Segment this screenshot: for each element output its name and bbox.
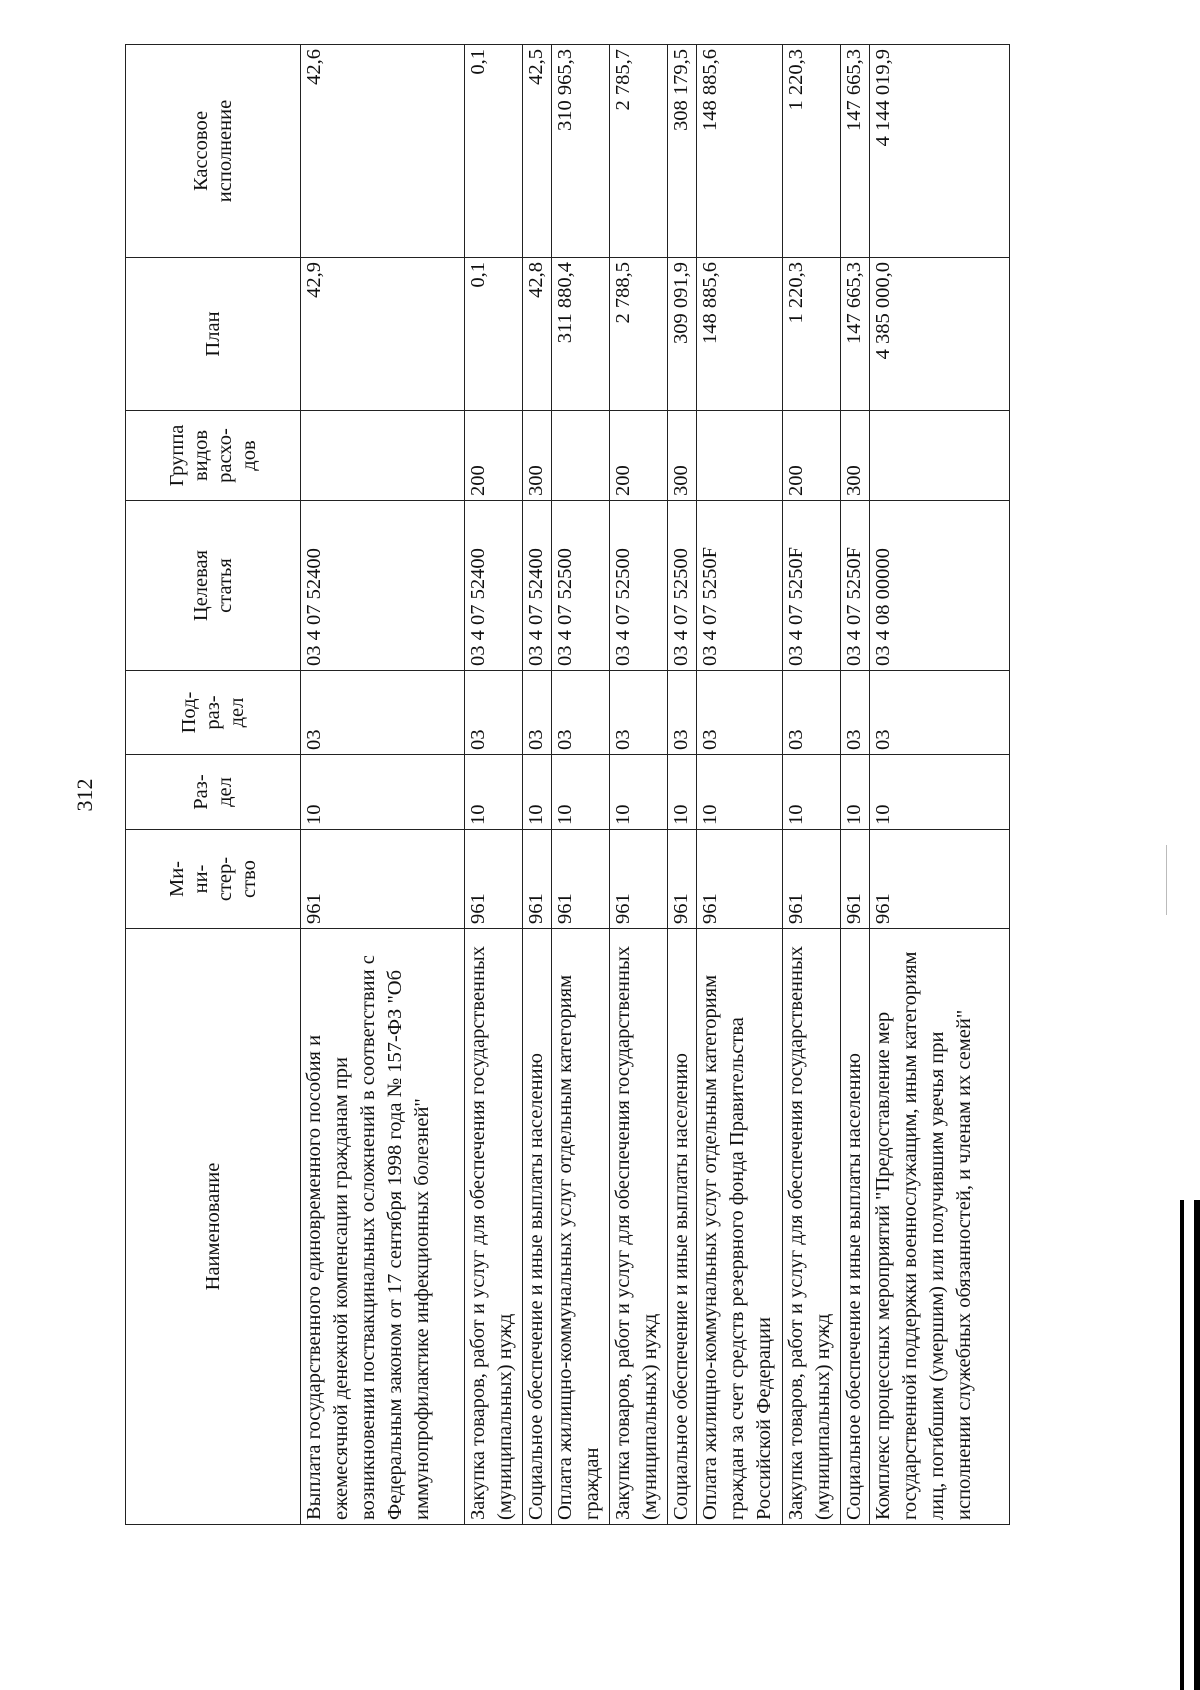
- row-target-article: 03 4 08 00000: [870, 501, 1010, 671]
- row-subsection: 03: [697, 671, 783, 755]
- row-expense-group: [870, 411, 1010, 501]
- row-plan: 4 385 000,0: [870, 258, 1010, 411]
- row-target-article: 03 4 07 5250F: [841, 501, 870, 671]
- table-row: [697, 45, 783, 1525]
- row-subsection: 03: [523, 671, 552, 755]
- table-row: [783, 45, 841, 1525]
- row-expense-group: 200: [783, 411, 841, 501]
- row-ministry: 961: [870, 830, 1010, 929]
- row-target-article: 03 4 07 52500: [610, 501, 668, 671]
- row-plan: 2 788,5: [610, 258, 668, 411]
- row-name: Комплекс процессных мероприятий "Предоставление мер государственной поддержки военнослужащим, иным категориям лиц, погибшим (умершим) или получившим увечья при исполнении служебных обязанностей, и членам их семей": [870, 929, 1010, 1525]
- row-target-article: 03 4 07 52400: [465, 501, 523, 671]
- row-name: Социальное обеспечение и иные выплаты населению: [668, 929, 697, 1525]
- header-target-article: Целевая статья: [126, 501, 301, 671]
- row-cash-execution: 0,1: [465, 45, 523, 258]
- row-expense-group: 200: [465, 411, 523, 501]
- row-plan: 42,8: [523, 258, 552, 411]
- row-ministry: 961: [301, 830, 465, 929]
- row-target-article: 03 4 07 52400: [523, 501, 552, 671]
- row-cash-execution: 308 179,5: [668, 45, 697, 258]
- page-number: 312: [72, 778, 97, 812]
- header-subsection: Под- раз- дел: [126, 671, 301, 755]
- table-row: [523, 45, 552, 1525]
- row-name: Социальное обеспечение и иные выплаты населению: [523, 929, 552, 1525]
- row-expense-group: 300: [523, 411, 552, 501]
- row-name: Выплата государственного единовременного пособия и ежемесячной денежной компенсации гражданам при возникновении поствакцинальных осложнений в соответствии с Федеральным законом от 17 сентября 1998 года № 157-ФЗ "Об иммунопрофилактике инфекционных болезней": [301, 929, 465, 1525]
- row-cash-execution: 4 144 019,9: [870, 45, 1010, 258]
- header-ministry: Ми- ни- стер- ство: [126, 830, 301, 929]
- row-section: 10: [668, 755, 697, 830]
- row-target-article: 03 4 07 52500: [668, 501, 697, 671]
- row-section: 10: [841, 755, 870, 830]
- table-row: [610, 45, 668, 1525]
- row-name: Закупка товаров, работ и услуг для обеспечения государственных (муниципальных) нужд: [465, 929, 523, 1525]
- row-cash-execution: 1 220,3: [783, 45, 841, 258]
- header-cash-execution: Кассовое исполнение: [126, 45, 301, 258]
- row-expense-group: [552, 411, 610, 501]
- row-ministry: 961: [697, 830, 783, 929]
- scan-edge-bar: [1194, 1200, 1200, 1690]
- row-plan: 311 880,4: [552, 258, 610, 411]
- row-cash-execution: 310 965,3: [552, 45, 610, 258]
- row-target-article: 03 4 07 52400: [301, 501, 465, 671]
- row-ministry: 961: [465, 830, 523, 929]
- row-section: 10: [697, 755, 783, 830]
- header-name: Наименование: [126, 929, 301, 1525]
- row-section: 10: [523, 755, 552, 830]
- row-section: 10: [552, 755, 610, 830]
- row-subsection: 03: [870, 671, 1010, 755]
- table-row: [841, 45, 870, 1525]
- scan-edge-bar: [1180, 1200, 1184, 1690]
- rotated-page-content: [70, 45, 1170, 1525]
- row-target-article: 03 4 07 52500: [552, 501, 610, 671]
- row-subsection: 03: [841, 671, 870, 755]
- header-plan: План: [126, 258, 301, 411]
- row-name: Оплата жилищно-коммунальных услуг отдельным категориям граждан: [552, 929, 610, 1525]
- row-subsection: 03: [783, 671, 841, 755]
- row-expense-group: [301, 411, 465, 501]
- row-expense-group: [697, 411, 783, 501]
- row-subsection: 03: [610, 671, 668, 755]
- row-cash-execution: 148 885,6: [697, 45, 783, 258]
- table-row: [552, 45, 610, 1525]
- row-ministry: 961: [610, 830, 668, 929]
- row-plan: 42,9: [301, 258, 465, 411]
- row-expense-group: 200: [610, 411, 668, 501]
- scan-edge-mark: [1166, 845, 1167, 915]
- table-row: [301, 45, 465, 1525]
- row-plan: 147 665,3: [841, 258, 870, 411]
- header-section: Раз- дел: [126, 755, 301, 830]
- row-subsection: 03: [465, 671, 523, 755]
- table-header-row: [126, 45, 301, 1525]
- row-name: Социальное обеспечение и иные выплаты населению: [841, 929, 870, 1525]
- row-target-article: 03 4 07 5250F: [697, 501, 783, 671]
- header-expense-group: Группа видов расхо- дов: [126, 411, 301, 501]
- row-cash-execution: 2 785,7: [610, 45, 668, 258]
- row-ministry: 961: [523, 830, 552, 929]
- row-section: 10: [465, 755, 523, 830]
- row-section: 10: [783, 755, 841, 830]
- row-section: 10: [610, 755, 668, 830]
- row-cash-execution: 147 665,3: [841, 45, 870, 258]
- table-row: [465, 45, 523, 1525]
- row-subsection: 03: [552, 671, 610, 755]
- row-plan: 0,1: [465, 258, 523, 411]
- row-plan: 1 220,3: [783, 258, 841, 411]
- row-subsection: 03: [301, 671, 465, 755]
- table-row: [870, 45, 1010, 1525]
- row-expense-group: 300: [841, 411, 870, 501]
- row-ministry: 961: [841, 830, 870, 929]
- row-expense-group: 300: [668, 411, 697, 501]
- row-ministry: 961: [783, 830, 841, 929]
- row-plan: 309 091,9: [668, 258, 697, 411]
- row-name: Оплата жилищно-коммунальных услуг отдельным категориям граждан за счет средств резервного фонда Правительства Российской Федерации: [697, 929, 783, 1525]
- row-section: 10: [301, 755, 465, 830]
- row-name: Закупка товаров, работ и услуг для обеспечения государственных (муниципальных) нужд: [610, 929, 668, 1525]
- row-ministry: 961: [552, 830, 610, 929]
- row-ministry: 961: [668, 830, 697, 929]
- row-name: Закупка товаров, работ и услуг для обеспечения государственных (муниципальных) нужд: [783, 929, 841, 1525]
- row-subsection: 03: [668, 671, 697, 755]
- row-cash-execution: 42,5: [523, 45, 552, 258]
- table-row: [668, 45, 697, 1525]
- budget-execution-table: [125, 44, 1010, 1525]
- row-target-article: 03 4 07 5250F: [783, 501, 841, 671]
- row-section: 10: [870, 755, 1010, 830]
- row-cash-execution: 42,6: [301, 45, 465, 258]
- row-plan: 148 885,6: [697, 258, 783, 411]
